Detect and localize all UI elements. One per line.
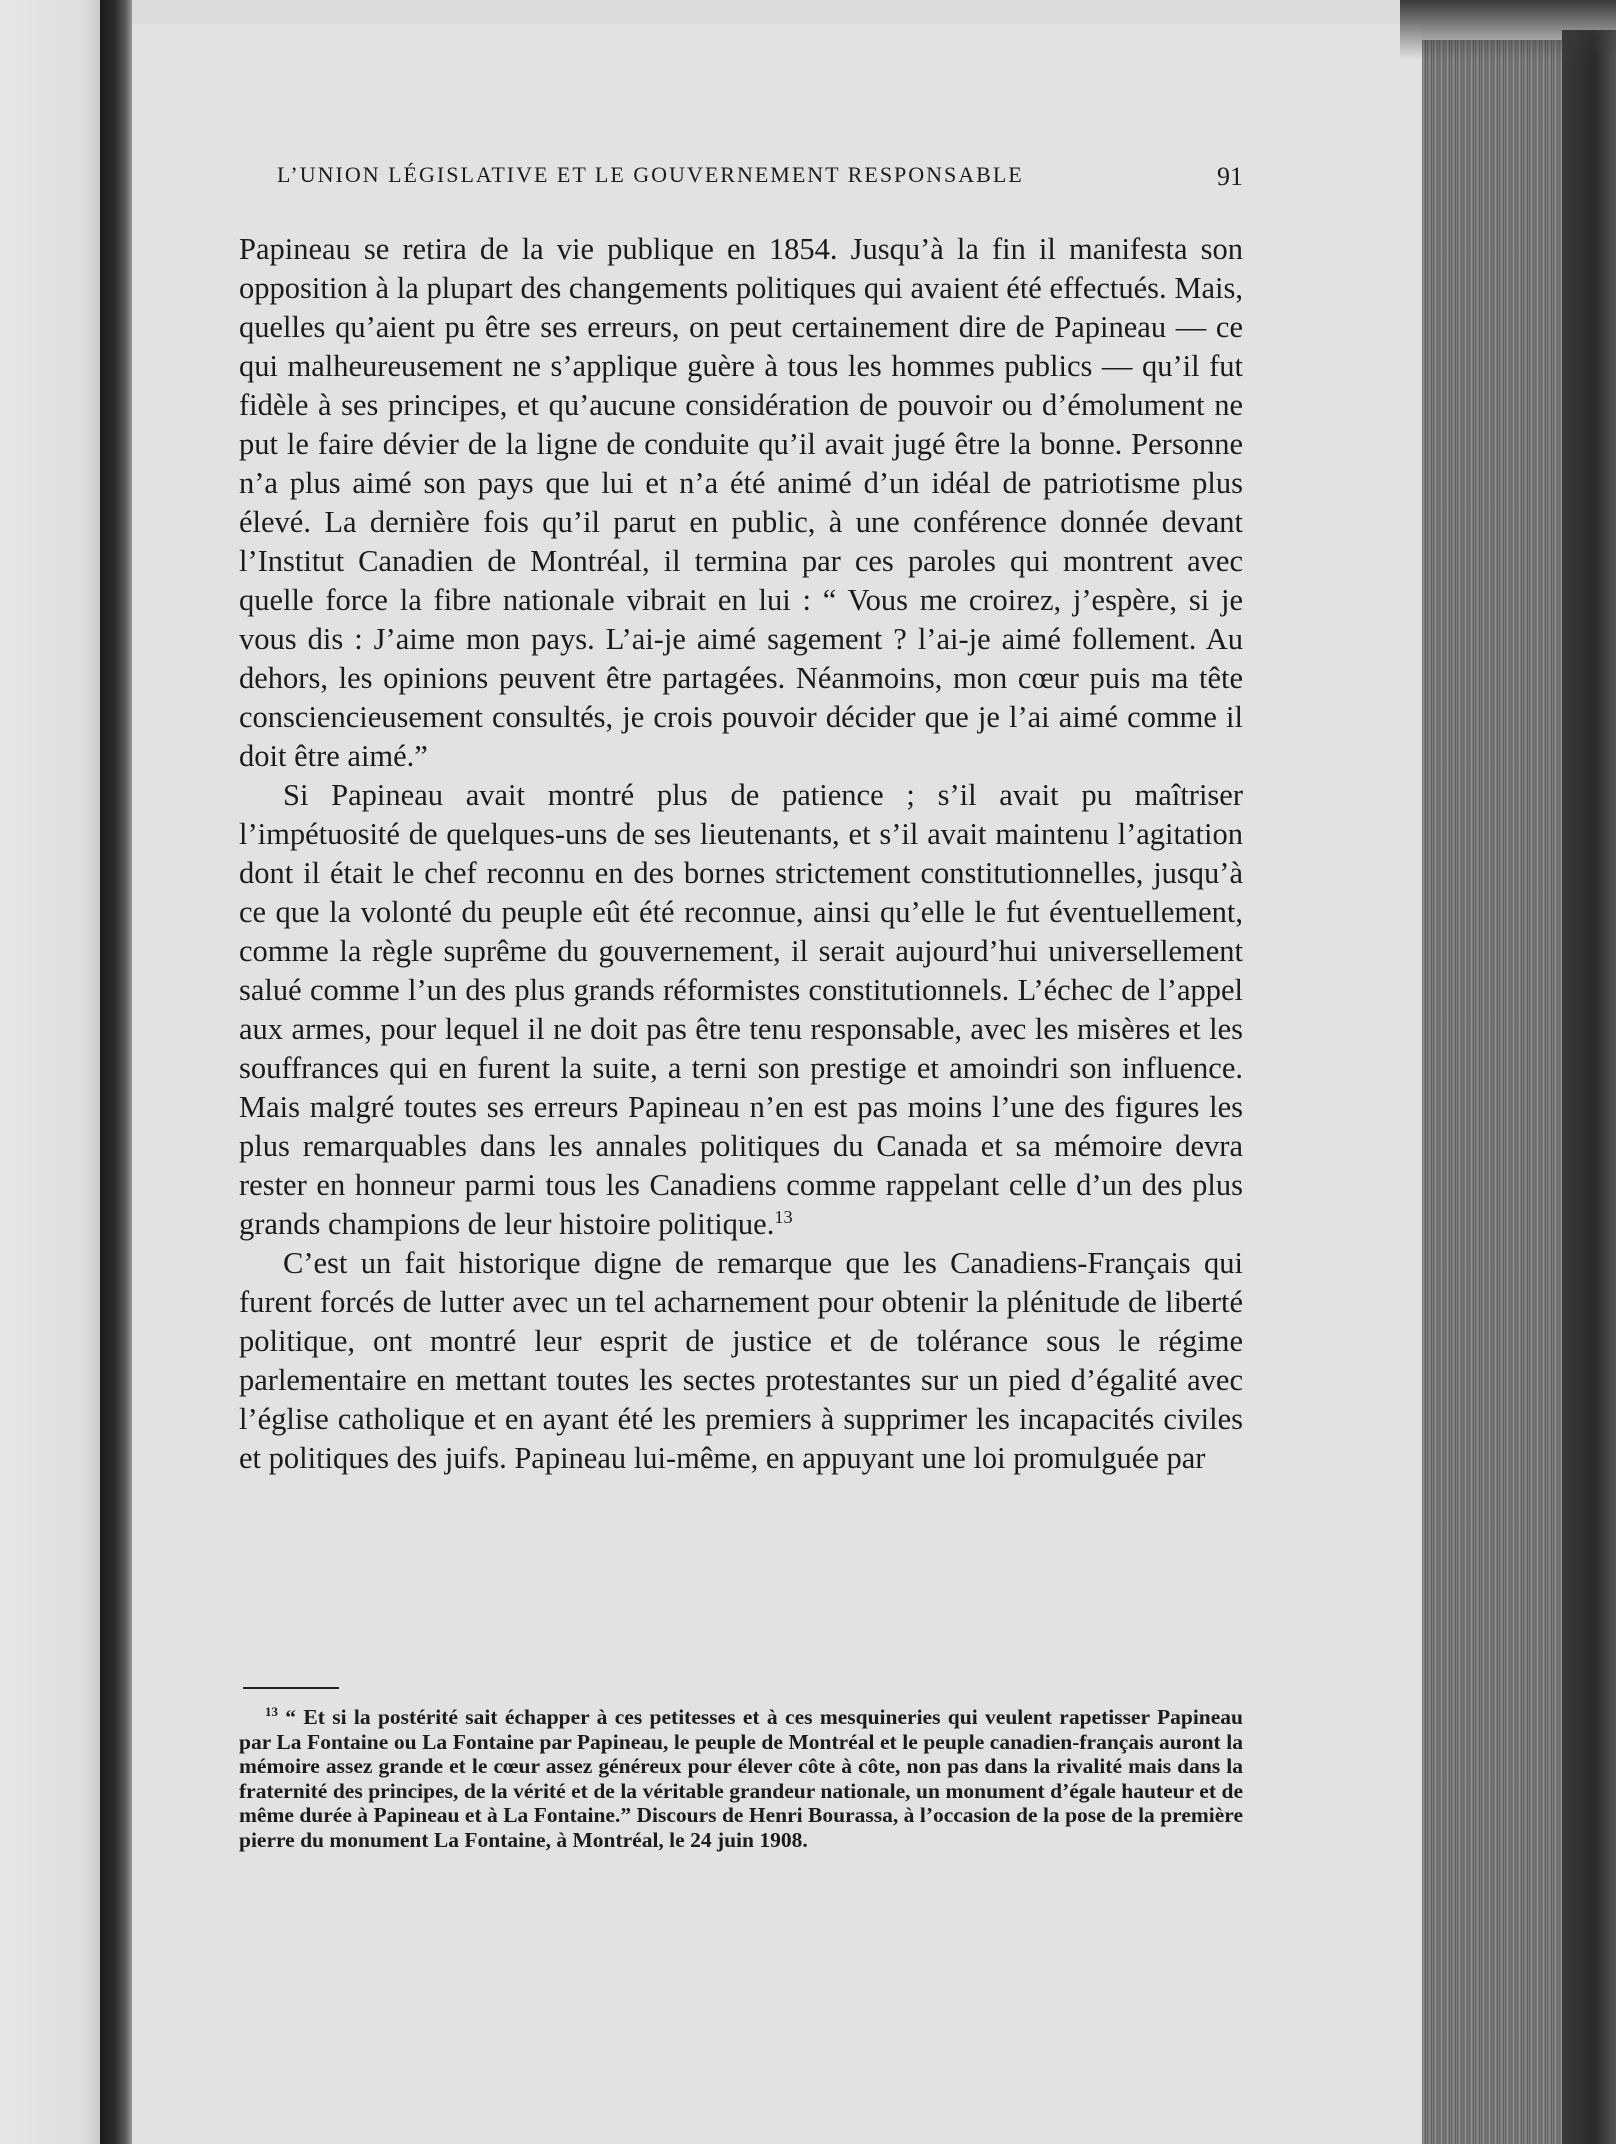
running-head [277,162,1243,192]
paragraph-2 [239,776,1243,1244]
footnote-marker: 13 [265,1704,278,1719]
paragraph-1-text: Papineau se retira de la vie publique en 1854. Jusqu’à la fin il manifesta son opposition à la plupart des changements politiques qui avaient été effectués. Mais, quelles qu’aient pu être ses erreurs, on peut certainement dire de Papineau — ce qui malheureusement ne s’applique guère à tous les hommes publics — qu’il fut fidèle à ses principes, et qu’aucune considération de pouvoir ou d’émolument ne put le faire dévier de la ligne de conduite qu’il avait jugé être la bonne. Personne n’a plus aimé son pays que lui et n’a été animé d’un idéal de patriotisme plus élevé. La dernière fois qu’il parut en public, à une conférence donnée devant l’Institut Canadien de Montréal, il termina par ces paroles qui montrent avec quelle force la fibre nationale vibrait en lui : “ Vous me croirez, j’espère, si je vous dis : J’aime mon pays. L’ai-je aimé sagement ? l’ai-je aimé follement. Au dehors, les opinions peuvent être partagées. Néanmoins, mon cœur puis ma tête consciencieusement consultés, je crois pouvoir décider que je l’ai aimé comme il doit être aimé.” [239,232,1243,773]
book-gutter [100,0,132,2144]
paragraph-2-text: Si Papineau avait montré plus de patience ; s’il avait pu maîtriser l’impétuosité de quelques-uns de ses lieutenants, et s’il avait maintenu l’agitation dont il était le chef reconnu en des bornes strictement constitutionnelles, jusqu’à ce que la volonté du peuple eût été reconnue, ainsi qu’elle le fut éventuellement, comme la règle suprême du gouvernement, il serait aujourd’hui universellement salué comme l’un des plus grands réformistes constitutionnels. L’échec de l’appel aux armes, pour lequel il ne doit pas être tenu responsable, avec les misères et les souffrances qui en furent la suite, a terni son prestige et amoindri son influence. Mais malgré toutes ses erreurs Papineau n’en est pas moins l’une des figures les plus remarquables dans les annales politiques du Canada et sa mémoire devra rester en honneur parmi tous les Canadiens comme rappelant celle d’un des plus grands champions de leur histoire politique. [239,778,1243,1241]
previous-page-edge [0,0,100,2144]
footnote-text: “ Et si la postérité sait échapper à ces petitesses et à ces mesquineries qui veulent rapetisser Papineau par La Fontaine ou La Fontaine par Papineau, le peuple de Montréal et le peuple canadien-français auront la mémoire assez grande et le cœur assez généreux pour élever côte à côte, non pas dans la rivalité mais dans la fraternité des principes, de la vérité et de la véritable grandeur nationale, un monument d’égale hauteur et de même durée à Papineau et à La Fontaine.” Discours de Henri Bourassa, à l’occasion de la pose de la première pierre du monument La Fontaine, à Montréal, le 24 juin 1908. [239,1705,1243,1852]
footnote-reference: 13 [774,1206,793,1227]
footnote-rule [243,1687,339,1689]
paragraph-3 [239,1244,1243,1478]
page-number: 91 [1217,162,1243,191]
book-cover-board [1562,30,1616,2144]
paragraph-1 [239,230,1243,776]
body-text [239,230,1243,1478]
top-shadow [1400,0,1616,60]
paragraph-3-text: C’est un fait historique digne de remarque que les Canadiens-Français qui furent forcés de lutter avec un tel acharnement pour obtenir la plénitude de liberté politique, ont montré leur esprit de justice et de tolérance sous le régime parlementaire en mettant toutes les sectes protestantes sur un pied d’égalité avec l’église catholique et en ayant été les premiers à supprimer les incapacités civiles et politiques des juifs. Papineau lui-même, en appuyant une loi promulguée par [239,1246,1243,1475]
page-edges [1422,40,1562,2144]
footnote [239,1705,1243,1852]
running-head-title: L’UNION LÉGISLATIVE ET LE GOUVERNEMENT RESPONSABLE [277,162,1024,187]
